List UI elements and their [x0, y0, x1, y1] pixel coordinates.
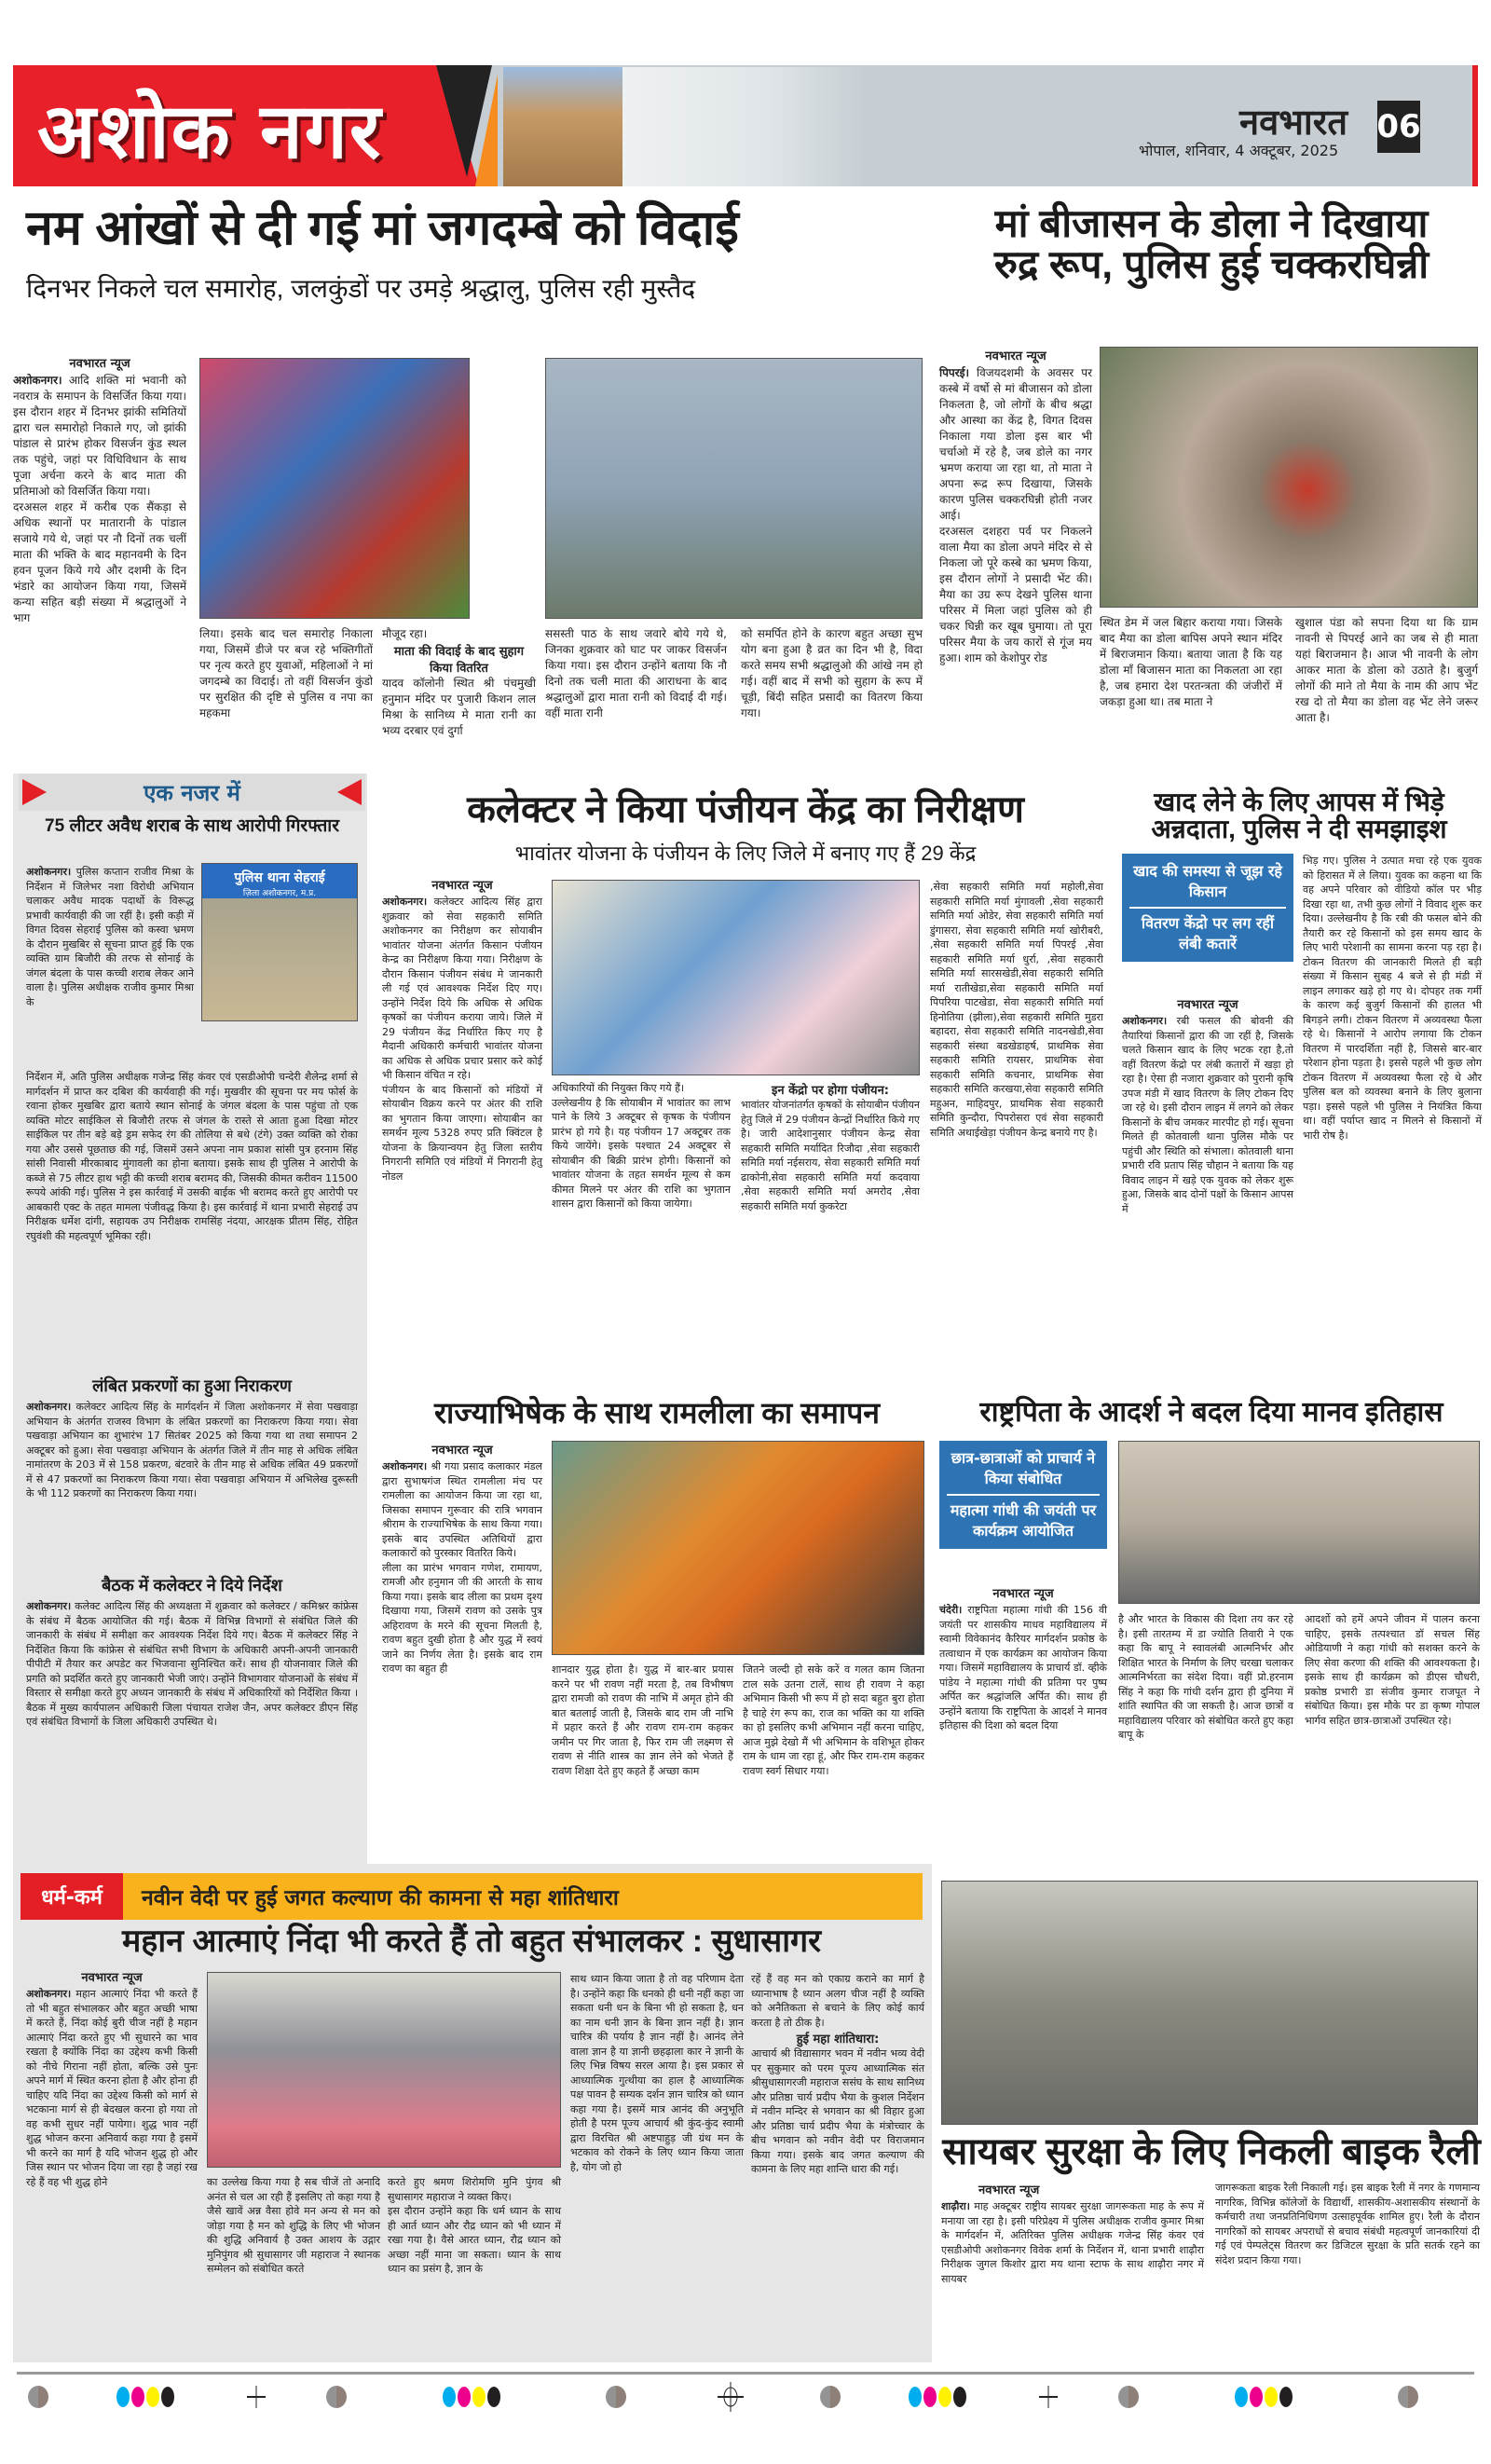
- photo-bike-rally: [941, 1881, 1478, 2125]
- sign-text: ज़िला अशोकनगर, म.प्र.: [242, 889, 317, 898]
- article-text: यादव कॉलोनी स्थित श्री पंचमुखी हनुमान मंदिर पर पुजारी किशन लाल मिश्रा के सानिध्य मे माता रानी का भव्य दरबार एवं दुर्गा: [382, 677, 536, 737]
- crosshair-icon: [1039, 2386, 1058, 2408]
- dateline-place: चंदेरी।: [939, 1604, 963, 1616]
- headline-collector: कलेक्टर ने किया पंजीयन केंद्र का निरीक्षण: [467, 789, 1024, 830]
- article-text: आदर्शो को हमें अपने जीवन में पालन करना चाहिए, इसके तत्पश्चात डॉ सचल सिंह ओडियाणी ने कहा गांधी को सशक्त करने के लिए सेवा करणा की शक्ति की आवश्यकता है। इसके साथ ही कार्यक्रम को डीएस चौधरी, प्रकोष्ठ प्रभारी डा संजीव कुमार राजपूत ने संबोधित किया। इस मौके पर डा कृष्ण गोपाल भार्गव सहित छात्र-छात्राओं उपस्थित रहे।: [1305, 1613, 1480, 1727]
- ink-dot: [909, 2387, 922, 2407]
- byline: नवभारत न्यूज: [69, 357, 130, 371]
- dateline-place: अशोकनगर।: [26, 1401, 72, 1413]
- article-text: कलेक्टर आदित्य सिंह द्वारा शुक्रवार को सेवा सहकारी समिति अशोकनगर का निरीक्षण कर सोयाबीन भावांतर योजना अंतर्गत किसान पंजीयन केन्द्र का निरीक्षण किया गया। निरीक्षण के दौरान किसान पंजीयन संबंध मे जानकारी ली गई एवं आवश्यक निर्देश दिए गए। उन्होंने निर्देश दिये कि अधिक से अधिक कृषकों का पंजीयन कराया जाये। जिले में 29 पंजीयन केंद्र निर्धारित किए गए है मैदानी अधिकारी कर्मचारी भावांतर योजना का अधिक से अधिक प्रचार प्रसार करे कोई भी किसान वंचित न रहे।: [382, 896, 542, 1081]
- article-text: कलेक्टर आदित्य सिंह के मार्गदर्शन में जिला अशोकनगर में सेवा पखवाड़ा अभियान के अंतर्गत राजस्व विभाग के लंबित प्रकरणों का निराकरण किया गया। सेवा पखवाड़ा अभियान का शुभारंभ 17 सितंबर 2025 को किया गया था तथा समापन 2 अक्टूबर को हुआ। सेवा पखवाड़ा अभियान के अंतर्गत जिले में तीन माह से अधिक लंबित नामांतरण के 203 में से 158 प्रकरण, बंटवारे के तीन माह से अधिक लंबित 49 प्रकरणों में से 47 प्रकरणों का निराकरण किया गया। सेवा पखवाड़ा अभियान में अभिलेख दुरूस्ती के भी 112 प्रकरणों का निराकरण किया गया।: [26, 1401, 359, 1499]
- crosshair-mark: [247, 2386, 266, 2408]
- dateline-place: अशोकनगर।: [382, 1460, 428, 1472]
- article-text: को समर्पित होने के कारण बहुत अच्छा सुभ योग बना हुआ है व्रत का दिन भी है, विदा करते समय सभी श्रद्धालुओ की आंखे नम हो गई। वहीं बाद में सभी को सुहाग के रूप में चूड़ी, बिंदी सहित प्रसादी का वितरण किया गया।: [741, 627, 923, 719]
- cmyk-color-mark: [1235, 2386, 1293, 2408]
- photo-collector-inspection: [552, 880, 920, 1075]
- gray-dot: [326, 2386, 347, 2408]
- ink-dot: [1279, 2387, 1293, 2407]
- section-title: अशोक नगर: [37, 88, 383, 176]
- ink-dot: [458, 2387, 471, 2407]
- article-sudhasagar-col1: [26, 1968, 198, 2189]
- article-text: है और भारत के विकास की दिशा तय कर रहे है। इसी तारतम्य में डा ज्योति तिवारी ने एक कहा कि बापू ने स्वावलंबी आत्मनिर्भर और शिक्षित भारत के निर्माण के लिए चरखा चलाकर आत्मनिर्भरता का संदेश दिया। वहीं प्रो.हरनाम सिंह ने कहा कि गांधी दर्शन द्वारा ही दुनिया में शांति स्थापित की जा सकती है। आज छात्रों व महाविद्यालय परिवार को संबोधित करते हुए कहा बापू के: [1118, 1613, 1293, 1741]
- dateline-place: अशोकनगर।: [26, 1988, 72, 2000]
- gray-dot: [820, 2386, 841, 2408]
- cmyk-color-mark: [116, 2386, 174, 2408]
- headline-line: रुद्र रूप, पुलिस हुई चक्करघिन्नी: [993, 242, 1429, 287]
- gray-dot: [28, 2386, 48, 2408]
- article-sudhasagar-col2b: [388, 2175, 561, 2277]
- ink-dot: [131, 2387, 144, 2407]
- highlight-box-khad: [1122, 854, 1293, 962]
- article-collector-col1: [382, 876, 542, 1184]
- article-text: उल्लेखनीय है कि सोयाबीन में भावांतर का लाभ पाने के लिये 3 अक्टूबर से कृषक के पंजीयन प्रारंभ हो गये है। यह पंजीयन 17 अक्टूबर तक किये जायेंगे। इसके पश्चात 24 अक्टूबर से सोयाबीन की बिक्री प्रारंभ होगी। किसानों को भावांतर योजना के तहत समर्थन मूल्य से कम कीमत मिलने पर अंतर की राशि का भुगतान शासन द्वारा किसानों को किया जायेगा।: [552, 1096, 731, 1210]
- article-text: खुशाल पंडा को सपना दिया था कि ग्राम नावनी से पिपरई आने का जब से ही माता यहां बिराजमान है। आज भी नावनी के लोग आकर माता के डोला को उठाते है। बुजुर्ग लोगों की माने तो मैया के नाम की आप भेंट रख दो तो मैया का डोला वह भेंट लेने जरूर आता है।: [1295, 616, 1478, 724]
- crosshair-icon: [247, 2386, 266, 2408]
- ink-dot: [938, 2387, 951, 2407]
- page-number: 06: [1377, 101, 1420, 153]
- article-text: ससस्ती पाठ के साथ जवारे बोये गये थे, जिनका शुक्रवार को घाट पर जाकर विसर्जन किया गया। इस दौरान उन्होंने बताया कि नौ दिनो तक चली माता की आराधना के बाद श्रद्धालुओं द्वारा माता रानी को विदाई दी गई। वहीं माता रानी: [545, 627, 727, 719]
- photo-durga-pandal: [199, 358, 470, 619]
- article-text: शानदार युद्ध होता है। युद्ध में बार-बार प्रयास करने पर भी रावण नहीं मरता है, तब विभीषण द्वारा रामजी को रावण की नाभि में अमृत होने की बात बतलाई जाती है, जिसके बाद राम जी नाभि में प्रहार करते हैं और रावण राम-राम कहकर जमीन पर गिर जाता है, फिर राम जी लक्ष्मण से रावण से नीति शास्त्र का ज्ञान लेने को भेजते हैं रावण शिक्षा देते हुए कहते हैं अच्छा काम: [552, 1663, 733, 1777]
- dateline-place: अशोकनगर।: [26, 1600, 72, 1612]
- article-text: ,सेवा सहकारी समिति मर्या महोली,सेवा सहकारी समिति मर्या मुंगावली ,सेवा सहकारी समिति मर्या ओडेर, सेवा सहकारी समिति मर्या डुंगासरा, सेवा सहकारी समिति मर्या खोरीबरी, ,सेवा सहकारी समिति मर्या पिपरई ,सेवा सहकारी समिति मर्या धुर्रा, ,सेवा सहकारी समिति मर्या सारसखेडी,सेवा सहकारी समिति मर्या रातीखेडा,सेवा सहकारी समिति मर्या पिपरिया पाटखेडा, सेवा सहकारी समिति मर्या हिनोतिया (झीला),सेवा सहकारी समिति मुडरा बहादरा, सेवा सहकारी समिति नादनखेडी,सेवा सहकारी संस्था बडखेडाहर्ष, प्राथमिक सेवा सहकारी समिति रायसर, प्राथमिक सेवा सहकारी समिति कचनार, प्राथमिक सेवा सहकारी समिति करखया,सेवा सहकारी समिति महुअन, माहिदपुर, प्राथमिक सेवा सहकारी समिति कुन्दौरा, पिपरोसरा एवं सेवा सहकारी समिति अथाईखेड़ा पंजीयन केन्द्र बनाये गए है।: [930, 881, 1103, 1139]
- ink-dot: [472, 2387, 486, 2407]
- article-sudhasagar-col4: [751, 1972, 924, 2177]
- gray-balance-mark: [606, 2386, 626, 2408]
- article-liquor-a: [26, 865, 194, 1009]
- article-text: आदि शक्ति मां भवानी को नवरात्र के समापन के विसर्जित किया गया। इस दौरान शहर में दिनभर झांकी समितियों द्वारा चल समारोहो निकाले गए, जो झांकी पांडाल से प्रारंभ होकर विसर्जन कुंड स्थल तक पहुंचे, जहां पर विधिविधान के साथ पूजा अर्चना करने के बाद माता की प्रतिमाओ को विसर्जित किया गया।: [13, 374, 186, 498]
- dateline-place: अशोकनगर।: [1122, 1015, 1168, 1027]
- article-text: आचार्य श्री विद्यासागर भवन में नवीन भव्य वेदी पर सुकुमार को परम पूज्य आध्यात्मिक संत श्रीसुधासागरजी महाराज ससंघ के साथ सानिध्य और प्रतिष्ठा चार्य प्रदीप भैया के कुशल निर्देशन में नवीन मन्दिर से भगवान का श्री विहार हुआ और प्रतिष्ठा चार्य प्रदीप भैया के मंत्रोच्चार के बीच भगवान को नवीन वेदी पर विराजमान किया गया। इसके बाद जगत कल्याण की कामना के लिए महा शान्ति धारा की गई।: [751, 2047, 924, 2175]
- headline-gandhi: राष्ट्रपिता के आदर्श ने बदल दिया मानव इतिहास: [979, 1397, 1443, 1428]
- banner-label: एक नजर में: [144, 779, 240, 806]
- headline-line: मां बीजासन के डोला ने दिखाया: [994, 201, 1429, 245]
- crosshair-mark: [1039, 2386, 1058, 2408]
- dateline-place: अशोकनगर।: [382, 896, 428, 908]
- section-tag: धर्म-कर्म: [21, 1873, 123, 1920]
- ink-dot: [953, 2387, 966, 2407]
- gray-balance-mark: [1398, 2386, 1418, 2408]
- headline-meeting: बैठक में कलेक्टर ने दिये निर्देश: [102, 1576, 282, 1595]
- headline-vidai: नम आंखों से दी गई मां जगदम्बे को विदाई: [26, 201, 739, 255]
- article-text: दरअसल शहर में करीब एक सैंकड़ा से अधिक स्थानों पर मातारानी के पांडाल सजाये गये थे, जहां पर नौ दिनों तक चलीं माता की भक्ति के बाद महानवमी के दिन हवन पूजन किये गये और दशमी के दिन भंडारे का आयोजन किया गया, जिसमें कन्या सहित बड़ी संख्या में श्रद्धालुओं ने भाग: [13, 500, 186, 624]
- article-text: भावांतर योजनांतर्गत कृषकों के सोयाबीन पंजीयन हेतु जिले में 29 पंजीयन केन्द्रों निर्धारित किये गए है। जारी आदेशानुसार पंजीयन केन्द्र सेवा सहकारी समिति मर्यादित रिजौदा ,सेवा सहकारी समिति मर्या नईसराय, सेवा सहकारी समिति मर्या ढाकोनी,सेवा सहकारी समिति मर्या कदवाया ,सेवा सहकारी समिति मर्या अमरोद ,सेवा सहकारी समिति मर्या कुकरेटा: [741, 1099, 920, 1212]
- headline-line: अन्नदाता, पुलिस ने दी समझाइश: [1151, 814, 1447, 844]
- kicker-banner: नवीन वेदी पर हुई जगत कल्याण की कामना से महा शांतिधारा: [123, 1873, 923, 1920]
- photo-classroom: [1118, 1441, 1480, 1604]
- registration-target-icon: [718, 2382, 744, 2412]
- ink-dot: [443, 2387, 456, 2407]
- masthead-photo-temple: [622, 67, 865, 186]
- ink-dot: [1250, 2387, 1263, 2407]
- article-text: जितने जल्दी हो सके करें व गलत काम जितना टाल सके उतना टालें, साथ ही रावण ने कहा अभिमान किसी भी रूप में हो सदा बहुत बुरा होता है चाहे रंग रूप का, राज का भक्ति का या शक्ति का हो इसलिए कभी अभिमान नहीं करना चाहिए, आज मुझे देखो मैं भी अभिमान के वशिभूत होकर राम के धाम जा रहा हूं, और फिर राम-राम कहकर रावण स्वर्ग सिधार गया।: [743, 1663, 924, 1777]
- cmyk-color-mark: [443, 2386, 500, 2408]
- headline-pending-cases: लंबित प्रकरणों का हुआ निराकरण: [92, 1376, 292, 1395]
- masthead-photo-fort: [503, 67, 622, 186]
- article-text: लीला का प्रारंभ भगवान गणेश, रामायण, रामजी और हनुमान जी की आरती के साथ किया गया। इसके बाद लीला का प्रथम दृश्य दिखाया गया, जिसमें रावण को उसके पुत्र अहिरावण के मरने की सूचना मिलती है, रावण बहुत दुखी होता है और युद्ध में स्वयं जाने का निर्णय लेता है। इसके बाद राम रावण का बहुत ही: [382, 1561, 542, 1675]
- headline-bijasan: [941, 203, 1482, 285]
- article-text: लिया। इसके बाद चल समारोह निकाला गया, जिसमें डीजे पर बज रहे भक्तिगीतों पर नृत्य करते हुए युवाओं, महिलाओं ने मां जगदम्बे का विदाई। तो वहीं विसर्जन कुंडो पर सुरक्षित की दृष्टि से पुलिस व नपा का महकमा: [199, 627, 373, 719]
- headline-liquor-arrest: 75 लीटर अवैध शराब के साथ आरोपी गिरफ्तार: [45, 816, 339, 836]
- byline: नवभारत न्यूज: [81, 1971, 143, 1985]
- article-text: विजयदशमी के अवसर पर कस्बे में वर्षो से मां बीजासन को डोला निकलता है, जो लोगों के बीच श्रद्धा और आस्था का केंद्र है, विगत दिवस निकाला गया डोला इस बार भी चर्चाओ में रहे है, जब डोले का नगर भ्रमण कराया जा रहा था, तो माता ने अपना रूद्र रूप दिखाया, जिसके कारण पुलिस चक्करघिन्नी होती नजर आई।: [939, 366, 1092, 522]
- box-text: खाद की समस्या से जूझ रहे किसान: [1133, 862, 1282, 900]
- article-text: स्थित डेम में जल बिहार कराया गया। जिसके बाद मैया का डोला बापिस अपने स्थान मंदिर में बिराजमान किया। बताया जाता है कि यह डोला माँ बिजासन माता का निकलता आ रहा है, जब हमारा देश परतन्त्रता की जंजीरों में जकड़ा हुआ था। तब माता ने: [1100, 616, 1282, 708]
- subheadline-collector: भावांतर योजना के पंजीयन के लिए जिले में बनाए गए हैं 29 केंद्र: [514, 842, 977, 865]
- article-text: रहें हैं वह मन को एकाग्र कराने का मार्ग है ध्यानाभाष है ध्यान अलग चीज नहीं है व्यक्ति को अनैतिकता से बचाने के लिए कोई कार्य करता है तो ठीक है।: [751, 1973, 924, 2029]
- newspaper-name: नवभारत: [1239, 102, 1347, 143]
- ink-dot: [923, 2387, 937, 2407]
- byline: नवभारत न्यूज: [1177, 998, 1238, 1012]
- article-meeting: [26, 1599, 358, 1730]
- subhead: इन केंद्रो पर होगा पंजीयन:: [772, 1084, 889, 1098]
- article-text: दरअसल दशहरा पर्व पर निकलने वाला मैया का डोला अपने मंदिर से से निकला जो पूरे कस्बे का भ्रमण किया, इस दौरान लोगों ने प्रसादी भेंट की। मैया का उग्र रूप देखने पुलिस थाना परिसर में मिला जहां पुलिस को ही चकर घिन्नी कर खूब घुमाया। तो पूरा परिसर मैया के जय कारों से गूंज मय हुआ। शाम को केशोपुर रोड: [939, 525, 1092, 664]
- article-text: माह अक्टूबर राष्ट्रीय सायबर सुरक्षा जागरूकता माह के रूप में मनाया जा रहा है। इसी परिप्रेक्ष्य में पुलिस अधीक्षक राजीव कुमार मिश्रा के मार्गदर्शन में, अतिरिक्त पुलिस अधीक्षक गजेन्द्र सिंह कंवर एवं एसडीओपी अशोकनगर विवेक शर्मा के निर्देशन में, थाना प्रभारी शाढ़ौरा निरीक्षक जुगल किशोर द्वारा मय थाना स्टाफ के साथ शाढ़ौरा नगर में सायबर: [941, 2200, 1204, 2285]
- article-vidai-col3: [382, 626, 536, 739]
- subheadline-vidai: दिनभर निकले चल समारोह, जलकुंडों पर उमड़े श्रद्धालु, पुलिस रही मुस्तैद: [26, 274, 696, 303]
- ink-dot: [116, 2387, 130, 2407]
- headline-line: खाद लेने के लिए आपस में भिड़े: [1154, 787, 1444, 816]
- ink-dot: [487, 2387, 500, 2407]
- dateline-place: अशोकनगर।: [13, 374, 62, 387]
- article-text: महान आत्माएं निंदा भी करते हैं तो भी बहुत संभालकर और बहुत अच्छी भाषा में करते हैं, निंदा कोई बुरी चीज नहीं है महान आत्माएं निंदा करते हुए भी सुधारने का भाव रखता है क्योंकि निंदा का उद्देश्य कभी किसी को नीचे गिराना नहीं होता, बल्कि उसे पुनः अपने मार्ग में स्थित करना होता है और होना ही चाहिए यदि निंदा का उद्देश्य किसी को मार्ग से भटकाना मार्ग से ही बेदखल करना हो गया तो वह कभी सुधर नहीं पायेगा। शुद्ध भाव नहीं शुद्ध भोजन करना अनिवार्य कहा गया है इसमें भी करने का मार्ग है यदि भोजन शुद्ध हो और जिस स्थान पर भोजन दिया जा रहा है जहां रख रहे हैं वह भी शुद्ध होने: [26, 1988, 198, 2188]
- byline: नवभारत न्यूज: [985, 349, 1046, 363]
- headline-khad: [1115, 788, 1484, 843]
- article-text: मौजूद रहा।: [382, 627, 428, 640]
- print-registration-marks: [0, 2386, 1491, 2423]
- article-text: इस दौरान उन्होंने कहा कि धर्म ध्यान के साथ ही आर्त ध्यान और रौद्र ध्यान को भी ध्यान में रखा गया है। वैसे आरत ध्यान, रौद्र ध्यान को अच्छा नहीं माना जा सकता। ध्यान के साथ ध्यान का प्रसंग है, ज्ञान के: [388, 2205, 561, 2275]
- photo-ramleela: [552, 1441, 924, 1655]
- article-text: भिड़ गए। पुलिस ने उत्पात मचा रहे एक युवक को हिरासत में ले लिया। युवक का कहना था कि वह अपने परिवार को वीडियो कॉल पर भीड़ दिखा रहा था, तभी कुछ लोगों ने विवाद शुरू कर दिया। उल्लेखनीय है कि रबी की फसल बोने की तैयारी कर रहे किसानों को इस समय खाद के लिए भारी परेशानी का सामना करना पड़ रहा है। टोकन वितरण की जानकारी मिलते ही बड़ी संख्या में किसान सुबह 4 बजे से ही मंडी में लाइन लगाकर खड़े हो गए थे। दोपहर तक गर्मी के कारण कई बुजुर्ग किसानों की हालत भी बिगड़ने लगी। टोकन वितरण में अव्यवस्था फैला रहे थे। किसानों ने आरोप लगाया कि टोकन वितरण में पारदर्शिता नहीं है, जिससे बार-बार परेशान होना पड़ता है। इससे पहले भी कुछ लोग टोकन वितरण में अव्यवस्था फैला रहे थे और पुलिस बल को व्यवस्था बनाने के लिए बुलाना पड़ा। इससे पहले भी पुलिस ने नियंत्रित किया था। वहीं पर्याप्त खाद न मिलने से किसानों में भारी रोष है।: [1303, 855, 1482, 1142]
- headline-sudhasagar: महान आत्माएं निंदा भी करते हैं तो बहुत संभालकर : सुधासागर: [121, 1923, 822, 1959]
- highlight-box-gandhi: [939, 1441, 1107, 1549]
- subhead: माता की विदाई के बाद सुहाग किया वितरित: [393, 645, 525, 676]
- ink-dot: [161, 2387, 174, 2407]
- article-khad-col1: [1122, 995, 1293, 1216]
- article-bijasan-col1: [939, 347, 1092, 666]
- byline: नवभारत न्यूज: [431, 1444, 493, 1458]
- article-collector-col3: [741, 1081, 920, 1213]
- subhead: हुई महा शांतिधारा:: [796, 2033, 880, 2046]
- gray-dot: [1398, 2386, 1418, 2408]
- article-text: अधिकारियों की नियुक्त किए गये हैं।: [552, 1082, 685, 1094]
- dateline: भोपाल, शनिवार, 4 अक्टूबर, 2025: [1139, 142, 1339, 159]
- photo-congregation: [207, 1972, 561, 2168]
- article-text: जागरूकता बाइक रैली निकाली गई। इस बाइक रैली में नगर के गणमान्य नागरिक, विभिन्न कॉलेजों के विद्यार्थी, शासकीय-अशासकीय संस्थानों के कर्मचारी तथा जनप्रतिनिधिगण उत्साहपूर्वक शामिल हुए। रैली के दौरान नागरिकों को सायबर अपराधों से बचाव संबंधी महत्वपूर्ण जानकारियां दी गई एवं पेम्पलेट्स वितरण कर डिजिटल सुरक्षा के प्रति सतर्क रहने का संदेश प्रदान किया गया।: [1215, 2182, 1480, 2266]
- arrow-right-icon: [22, 779, 47, 805]
- dateline-place: शाढ़ौरा।: [941, 2200, 970, 2212]
- arrow-left-icon: [337, 779, 362, 805]
- article-vidai-col1: [13, 354, 186, 626]
- gray-balance-mark: [326, 2386, 347, 2408]
- photo-dola-crowd: [1100, 347, 1478, 608]
- article-text: कलेक्ट आदित्य सिंह की अध्यक्षता में शुक्रवार को कलेक्टर / कमिश्नर कांफ्रेस के संबंध में बैठक आयोजित की गई। बैठक में विभिन्न विभागों से संबंधित जिले की जानकारी के संबंध में समीक्षा कर आवश्यक निर्देश दिये गए। बैठक में कलेक्टर सिंह ने निर्देशित किया कि कांफ्रेस से संबंधित सभी विभाग के अधिकारी अपनी-अपनी जानकारी पीपीटी में तैयार कर अपडेट कर भिजवाना सुनिश्चित करें। साथ ही योजनावार जिले की प्रगति को प्रदर्शित करते हुए जानकारी भेजी जाएं। उन्होंने विभागवार योजनाओं के संबंध में विस्तार से समीक्षा करते हुए अध्यन जानकारी के संबंध में अधिकारियों को निर्देशित किया । बैठक में मुख्य कार्यपालन अधिकारी जिला पंचायत राजेश जैन, अपर कलेक्टर डीएन सिंह एवं संबंधित विभागों के जिला अधिकारी उपस्थित थे।: [26, 1600, 359, 1728]
- cmyk-color-mark: [909, 2386, 966, 2408]
- registration-target: [718, 2386, 744, 2408]
- byline: नवभारत न्यूज: [431, 879, 493, 893]
- byline: नवभारत न्यूज: [992, 1587, 1054, 1601]
- article-liquor-b: निर्देशन में, अति पुलिस अधीक्षक गजेन्द्र सिंह कंवर एवं एसडीओपी चन्देरी शैलेन्द्र शर्मा से मार्गदर्शन में प्राप्त कर दबिश की कार्यवाही की गई। मुखवीर की सूचना पर मय फोर्स के रवाना होकर मुखबिर द्वारा बताये स्थान सोनाई के जंगल बंदला के पास पहुंचा तो एक व्यक्ति मोटर साईकिल से बिजौरी तरफ से जंगल के रास्ते से आता हुआ दिखा मोटर साईकिल पर तीन बड़े बड़े ड्रम सफेद रंग की तोलिया से बथे (टंगे) उक्त व्यक्ति को रोका गया और उससे पूछताछ की गई, जिसमें उसने अपना नाम प्रकाश सांसी पुत्र हरनाम सिंह सांसी निवासी मीरकाबाद मुंगावली का होना बताया। इसके साथ ही पुलिस ने आरोपी के कब्जे से 75 लीटर हाथ भट्टी की कच्ची शराब बरामद की, जिसकी कीमत करीवन 11500 रूपये आंकी गई। पुलिस ने इस कार्रवाई में उसकी बाईक भी बरामद करते हुए आरोपी पर आबकारी एक्ट के तहत मामला पंजीवद्ध किया है। इस कार्रवाई में थाना प्रभारी सेहराई उप निरीक्षक धर्मेश दांगी, सहायक उप निरीक्षक रामसिंह नंदया, आरक्षक प्रीतम सिंह, रोहित रघुवंशी की महत्वपूर्ण भूमिका रही।: [26, 1071, 358, 1242]
- dateline-place: अशोकनगर।: [26, 866, 72, 878]
- gray-balance-mark: [1118, 2386, 1139, 2408]
- ink-dot: [146, 2387, 159, 2407]
- article-pending-cases: [26, 1400, 358, 1501]
- headline-cyber: सायबर सुरक्षा के लिए निकली बाइक रैली: [942, 2131, 1481, 2172]
- box-text: वितरण केंद्रो पर लग रहीं लंबी कतारें: [1141, 914, 1275, 952]
- article-collector-col2: [552, 1081, 731, 1211]
- photo-immersion-ghat: [545, 358, 923, 619]
- article-text: का उल्लेख किया गया है सब चीजें तो अनादि अनंत से चल आ रही हैं इसलिए तो कहा गया है जैसे खावें अन्न वैसा होवे मन अन्य से मन को जोड़ा गया है मन को शुद्धि के लिए भी भोजन की शुद्धि अनिवार्य है उक्त आशय के उद्गार मुनिपुंगव श्री सुधासागर जी महाराज ने स्थानक सम्मेलन को संबोधित करते: [207, 2176, 380, 2275]
- gray-balance-mark: [28, 2386, 48, 2408]
- headline-ramleela: राज्याभिषेक के साथ रामलीला का समापन: [433, 1396, 881, 1430]
- article-text: पुलिस कप्तान राजीव मिश्रा के निर्देशन में जिलेभर नशा विरोधी अभियान चलाकर अवैध मादक पदार्थो के विरूद्ध प्रभावी कार्यवाही की जा रहीं है। इसी कड़ी में विगत दिवस सेहराई पुलिस को कस्वा भ्रमण के दौरान मुखबिर से सूचना प्राप्त हुई कि एक व्यक्ति ग्राम बिजौरी की तरफ से सोनाई के जंगल बंदला के पास कच्ची शराब लेकर आने वाला है। पुलिस अधीक्षक राजीव कुमार मिश्रा के: [26, 866, 194, 1008]
- article-text: राष्ट्रपिता महात्मा गांधी की 156 वी जयंती पर शासकीय माधव महाविद्यालय में स्वामी विवेकानंद कैरियर मार्गदर्शन प्रकोष्ठ के तत्वाधान में एक कार्यक्रम का आयोजन किया गया। जिसमें महाविद्यालय के प्राचार्य डॉ. व्हीके पांडेय ने महात्मा गांधी की प्रतिमा पर पुष्प अर्पित कर श्रद्धांजलि अर्पित की। साथ ही उन्होंने बताया कि राष्ट्रपिता के आदर्श ने मानव इतिहास की दिशा को बदल दिया: [939, 1604, 1108, 1732]
- article-text: साथ ध्यान किया जाता है तो वह परिणाम देता है। उन्होंने कहा कि धनको ही धनी नहीं कहा जा सकता धनी धन के बिना भी हो सकता है, धन का नाम धनी ज्ञान के बिना ज्ञान नहीं है। ज्ञान चारित्र की पर्याय है ज्ञान नहीं है। आनंद लेने वाला ज्ञान है या ज्ञानी छहढ़ाला कार ने ज्ञानी के लिए भिन्न विषय सरल आया है। इस प्रकार से आध्यात्मिक गुत्थीया का हाल है आध्यात्मिक पक्ष पावन है सम्यक दर्शन ज्ञान चारित्र को ध्यान कहा गया है। इसमें मात्र आनंद की अनुभूति होती है परम पूज्य आचार्य श्री कुंद-कुंद स्वामी द्वारा विरचित श्री अष्टपाहुड़ जी ग्रंथ मन के भटकाव को रोकने के लिए ध्यान किया जाता है, योग जो हो: [570, 1973, 744, 2173]
- gray-balance-mark: [820, 2386, 841, 2408]
- photo-police-station: [201, 863, 358, 1021]
- dateline-place: पिपरई।: [939, 366, 970, 379]
- article-gandhi-col1: [939, 1584, 1107, 1733]
- sign-text: पुलिस थाना सेहराई: [234, 870, 325, 885]
- byline: नवभारत न्यूज: [978, 2183, 1040, 2197]
- article-text: रबी फसल की बोवनी की तैयारियां किसानों द्वारा की जा रहीं है, जिसके चलते किसान खाद के लिए भटक रहा है,तो वहीं वितरण केंद्रो पर लंबी कतारों में खड़ा हो रहा है। ऐसा ही नजारा शुक्रवार को पुरानी कृषि उपज मंडी में खाद वितरण के लिए टोकन दिए जा रहे थे। इसी दौरान लाइन में लगने को लेकर किसानों के बीच जमकर मारपीट हो गई। सूचना मिलते ही कोतवाली थाना पुलिस मौके पर पहुंची और स्थिति को संभाला। कोतवाली थाना प्रभारी रवि प्रताप सिंह चौहान ने बताया कि यह विवाद लाइन में खड़े एक युवक को लेकर शुरू हुआ, जिसके बाद दोनों पक्षों के किसान आपस में: [1122, 1015, 1293, 1215]
- article-text: पंजीयन के बाद किसानों को मंडियों में सोयाबीन विक्रय करने पर अंतर की राशि का भुगतान किया जाएगा। सोयाबीन का समर्थन मूल्य 5328 रुपए प्रति क्विंटल है योजना के क्रियान्वयन हेतु जिला स्तरीय निगरानी समिति एवं मंडियों में निगरानी हेतु नोडल: [382, 1083, 542, 1183]
- ek-nazar-banner: [19, 773, 365, 811]
- box-text: छात्र-छात्राओं को प्राचार्य ने किया संबोधित: [951, 1449, 1096, 1487]
- article-cyber-col1: [941, 2181, 1204, 2286]
- ink-dot: [1265, 2387, 1278, 2407]
- box-text: महात्मा गांधी की जयंती पर कार्यक्रम आयोजित: [950, 1501, 1097, 1540]
- article-text: श्री गया प्रसाद कलाकार मंडल द्वारा सुभाषगंज स्थित रामलीला मंच पर रामलीला का आयोजन किया जा रहा था, जिसका समापन गुरूवार की रात्रि भगवान श्रीराम के राज्याभिषेक के साथ किया गया। इसके बाद उपस्थित अतिथियों द्वारा कलाकारों को पुरस्कार वितरित किये।: [382, 1460, 542, 1559]
- article-text: करते हुए श्रमण शिरोमणि मुनि पुंगव श्री सुधासागर महाराज ने व्यक्त किए।: [388, 2176, 561, 2203]
- article-ramleela-col1: [382, 1441, 542, 1677]
- gray-dot: [1118, 2386, 1139, 2408]
- bottom-rule: [17, 2372, 1474, 2375]
- ink-dot: [1235, 2387, 1248, 2407]
- gray-dot: [606, 2386, 626, 2408]
